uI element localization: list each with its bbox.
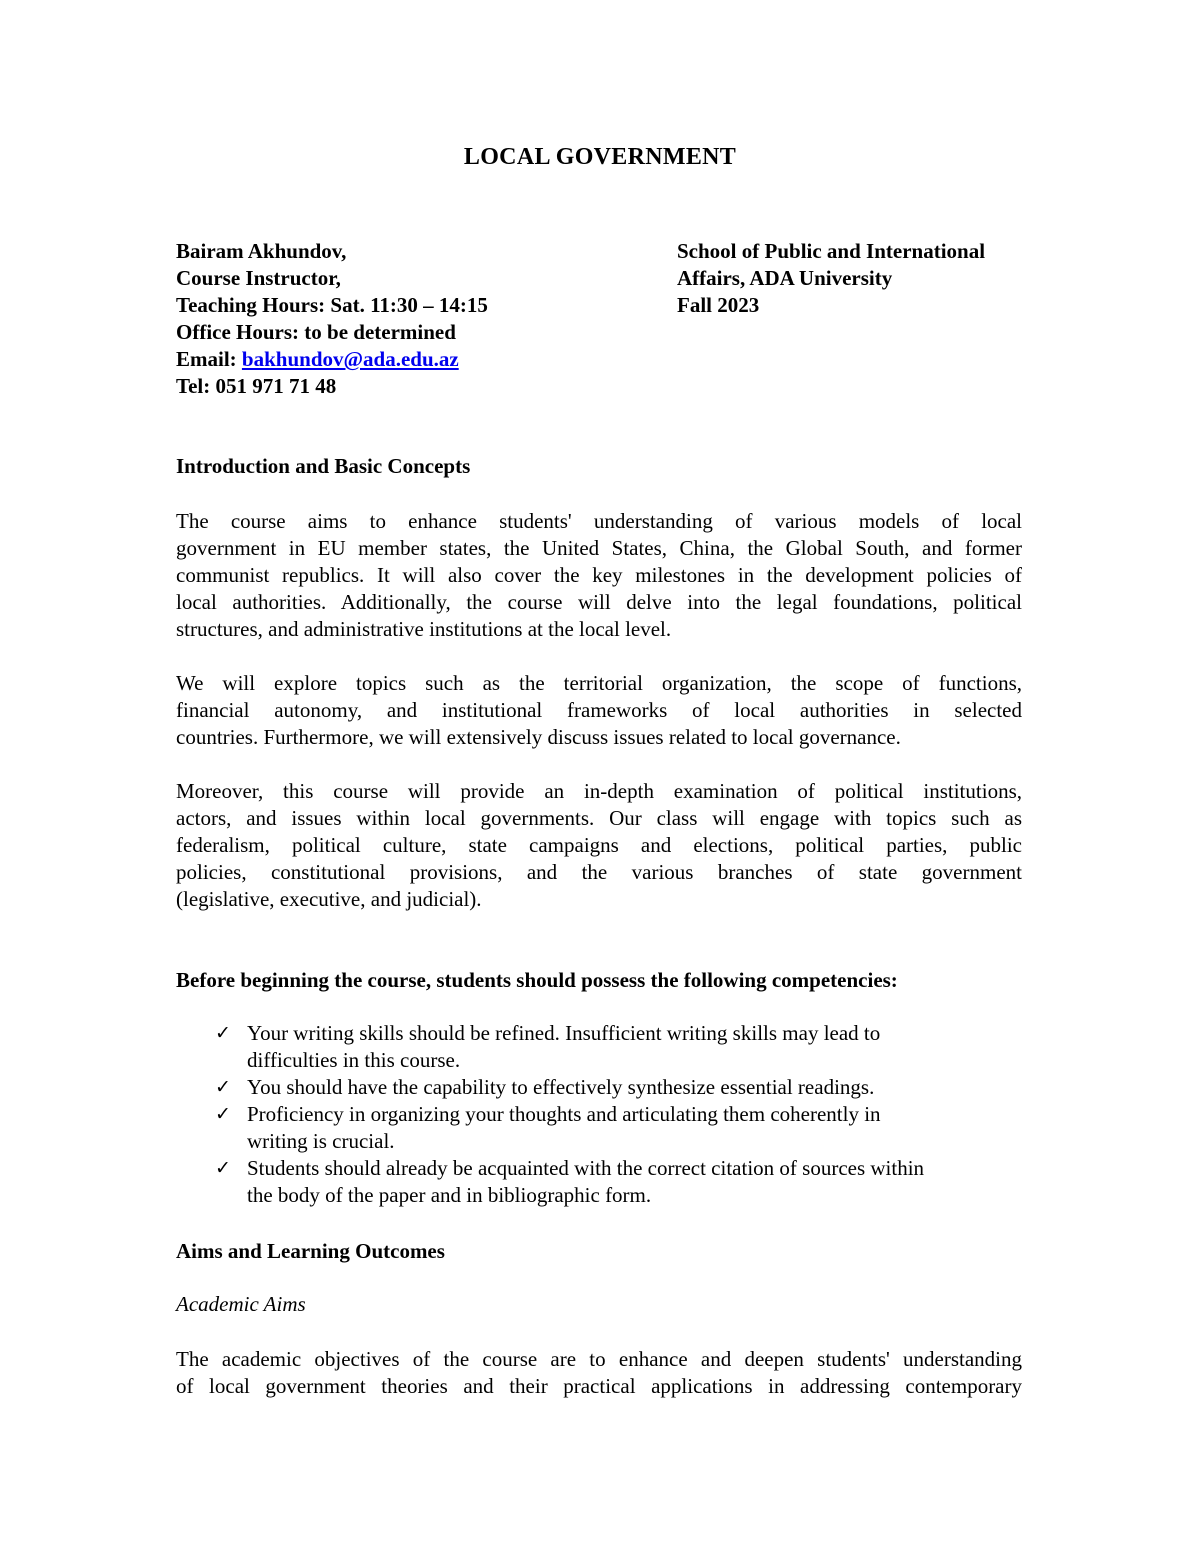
check-icon: ✓	[215, 1158, 231, 1179]
document-title: LOCAL GOVERNMENT	[463, 144, 737, 170]
aims-heading: Aims and Learning Outcomes	[176, 1239, 445, 1263]
check-icon: ✓	[215, 1077, 231, 1098]
academic-aims-paragraph	[176, 1346, 1022, 1400]
school-line-1: School of Public and International	[677, 239, 986, 263]
list-item: Your writing skills should be refined. Insufficient writing skills may lead to	[247, 1021, 881, 1045]
intro-heading: Introduction and Basic Concepts	[176, 454, 471, 478]
paragraph-line: financial autonomy, and institutional frameworks of local authorities in selected	[176, 698, 1022, 722]
list-item: You should have the capability to effectively synthesize essential readings.	[247, 1075, 875, 1099]
paragraph-line: (legislative, executive, and judicial).	[176, 887, 482, 911]
paragraph-line: government in EU member states, the United States, China, the Global South, and former	[176, 536, 1022, 560]
intro-paragraph-1	[176, 508, 1022, 643]
paragraph-line: local authorities. Additionally, the course will delve into the legal foundations, political	[176, 590, 1022, 614]
instructor-block	[176, 238, 488, 400]
paragraph-line: communist republics. It will also cover the key milestones in the development policies of	[176, 563, 1022, 587]
paragraph-line: The course aims to enhance students' understanding of various models of local	[176, 509, 1022, 533]
list-item: Students should already be acquainted with the correct citation of sources within	[247, 1156, 925, 1180]
office-hours: Office Hours: to be determined	[176, 320, 456, 344]
paragraph-line: structures, and administrative institutions at the local level.	[176, 617, 672, 641]
intro-paragraph-2	[176, 670, 1022, 751]
instructor-name: Bairam Akhundov,	[176, 239, 347, 263]
paragraph-line: actors, and issues within local governments. Our class will engage with topics such as	[176, 806, 1022, 830]
paragraph-line: The academic objectives of the course are to enhance and deepen students' understanding	[176, 1347, 1022, 1371]
paragraph-line: We will explore topics such as the territorial organization, the scope of functions,	[176, 671, 1022, 695]
list-item-continuation: writing is crucial.	[247, 1129, 395, 1153]
email-link[interactable]: bakhundov@ada.edu.az	[241, 347, 459, 371]
email-line	[176, 346, 488, 373]
paragraph-line: of local government theories and their practical applications in addressing contemporary	[176, 1374, 1022, 1398]
paragraph-line: policies, constitutional provisions, and the various branches of state government	[176, 860, 1022, 884]
semester: Fall 2023	[677, 293, 760, 317]
school-block	[677, 238, 985, 319]
intro-paragraph-3	[176, 778, 1022, 913]
paragraph-line: countries. Furthermore, we will extensively discuss issues related to local governance.	[176, 725, 901, 749]
school-line-2: Affairs, ADA University	[677, 266, 893, 290]
check-icon: ✓	[215, 1023, 231, 1044]
academic-aims-subheading: Academic Aims	[176, 1292, 306, 1316]
teaching-hours: Teaching Hours: Sat. 11:30 – 14:15	[176, 293, 488, 317]
check-icon: ✓	[215, 1104, 231, 1125]
list-item-continuation: the body of the paper and in bibliographic form.	[247, 1183, 652, 1207]
email-label: Email:	[176, 347, 242, 371]
paragraph-line: federalism, political culture, state campaigns and elections, political parties, public	[176, 833, 1022, 857]
list-item-continuation: difficulties in this course.	[247, 1048, 461, 1072]
competencies-heading: Before beginning the course, students should possess the following competencies:	[176, 968, 898, 992]
telephone: Tel: 051 971 71 48	[176, 374, 337, 398]
paragraph-line: Moreover, this course will provide an in-depth examination of political institutions,	[176, 779, 1022, 803]
list-item: Proficiency in organizing your thoughts and articulating them coherently in	[247, 1102, 881, 1126]
instructor-role: Course Instructor,	[176, 266, 341, 290]
